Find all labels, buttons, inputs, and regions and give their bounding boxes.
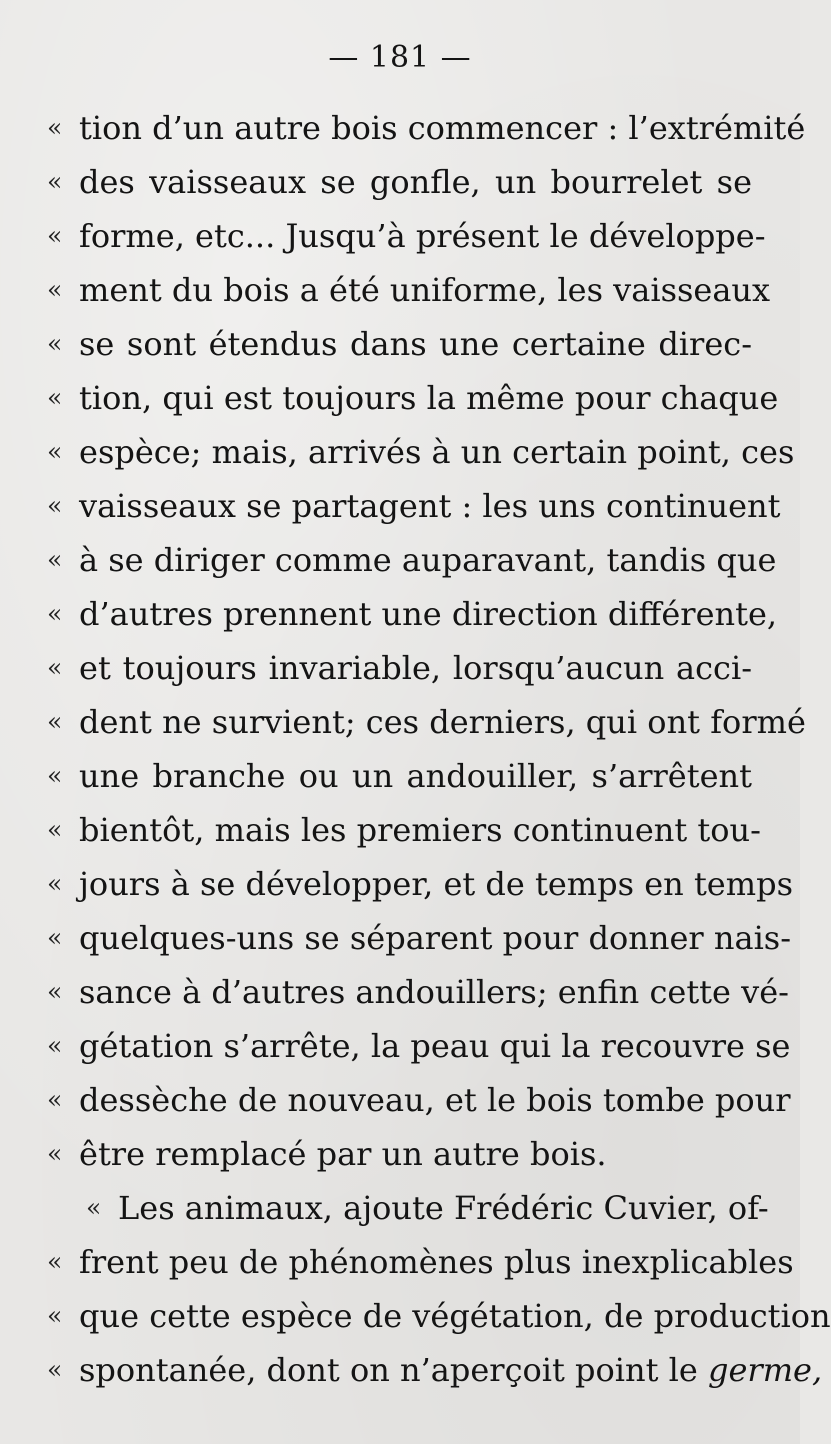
text-line xyxy=(0,263,800,317)
text-line xyxy=(0,695,806,749)
line-text: bientôt, mais les premiers continuent tou- xyxy=(79,811,761,849)
quote-mark: « xyxy=(47,167,63,196)
paragraph-start-line xyxy=(0,1181,800,1235)
quote-mark: « xyxy=(47,491,63,520)
text-line xyxy=(0,155,800,209)
text-line xyxy=(0,641,800,695)
quote-mark: « xyxy=(47,977,63,1006)
page-number: — 181 — xyxy=(328,40,472,75)
text-line xyxy=(0,209,800,263)
quote-mark: « xyxy=(47,707,63,736)
line-text: forme, etc... Jusqu’à présent le développe- xyxy=(79,217,766,255)
line-text: que cette espèce de végétation, de production xyxy=(79,1297,831,1335)
quote-mark: « xyxy=(47,1139,63,1168)
line-text: dent ne survient; ces derniers, qui ont formé xyxy=(79,703,806,741)
text-line xyxy=(0,1127,800,1181)
quote-mark: « xyxy=(86,1193,102,1222)
text-line xyxy=(0,803,800,857)
line-text: d’autres prennent une direction différente, xyxy=(79,595,778,633)
quote-mark: « xyxy=(47,437,63,466)
quote-mark: « xyxy=(47,923,63,952)
line-text: gétation s’arrête, la peau qui la recouvre se xyxy=(79,1027,791,1065)
text-line xyxy=(0,425,800,479)
text-line xyxy=(0,533,800,587)
quote-mark: « xyxy=(47,275,63,304)
text-line xyxy=(0,1235,800,1289)
quote-mark: « xyxy=(47,383,63,412)
quote-mark: « xyxy=(47,1247,63,1276)
text-line xyxy=(0,965,800,1019)
text-line xyxy=(0,1343,823,1397)
line-text: quelques-uns se séparent pour donner nais- xyxy=(79,919,792,957)
quote-mark: « xyxy=(47,761,63,790)
line-text: tion d’un autre bois commencer : l’extrémité xyxy=(79,109,806,147)
line-text: et toujours invariable, lorsqu’aucun acci- xyxy=(79,649,752,687)
line-text: être remplacé par un autre bois. xyxy=(79,1135,607,1173)
quote-mark: « xyxy=(47,1085,63,1114)
line-text: vaisseaux se partagent : les uns continuent xyxy=(79,487,781,525)
line-text: frent peu de phénomènes plus inexplicables xyxy=(79,1243,794,1281)
line-text: espèce; mais, arrivés à un certain point, ces xyxy=(79,433,795,471)
line-text: sance à d’autres andouillers; enfin cette vé- xyxy=(79,973,789,1011)
text-line xyxy=(0,857,800,911)
quote-mark: « xyxy=(47,653,63,682)
quote-mark: « xyxy=(47,869,63,898)
line-text: dessèche de nouveau, et le bois tombe pour xyxy=(79,1081,791,1119)
line-text: une branche ou un andouiller, s’arrêtent xyxy=(79,757,752,795)
line-text: ment du bois a été uniforme, les vaisseaux xyxy=(79,271,771,309)
quote-mark: « xyxy=(47,221,63,250)
quote-mark: « xyxy=(47,113,63,142)
text-line xyxy=(0,749,800,803)
quote-mark: « xyxy=(47,1355,63,1384)
text-line xyxy=(0,479,800,533)
quote-mark: « xyxy=(47,1031,63,1060)
line-text: des vaisseaux se gonfle, un bourrelet se xyxy=(79,163,752,201)
line-text: tion, qui est toujours la même pour chaque xyxy=(79,379,779,417)
line-text: se sont étendus dans une certaine direc- xyxy=(79,325,752,363)
text-line xyxy=(0,317,800,371)
text-line xyxy=(0,1073,800,1127)
line-text: jours à se développer, et de temps en temps xyxy=(79,865,793,903)
quote-mark: « xyxy=(47,1301,63,1330)
quote-mark: « xyxy=(47,545,63,574)
quote-mark: « xyxy=(47,599,63,628)
line-text-roman: spontanée, dont on n’aperçoit point le xyxy=(79,1351,698,1389)
line-text: Les animaux, ajoute Frédéric Cuvier, of- xyxy=(118,1189,769,1227)
text-line xyxy=(0,587,800,641)
text-line xyxy=(0,911,800,965)
quote-mark: « xyxy=(47,329,63,358)
line-text xyxy=(79,1343,823,1397)
line-text: à se diriger comme auparavant, tandis que xyxy=(79,541,777,579)
text-line xyxy=(0,371,800,425)
italic-word: germe, xyxy=(707,1351,823,1389)
text-line xyxy=(0,101,806,155)
text-line xyxy=(0,1019,800,1073)
text-line xyxy=(0,1289,831,1343)
quote-mark: « xyxy=(47,815,63,844)
